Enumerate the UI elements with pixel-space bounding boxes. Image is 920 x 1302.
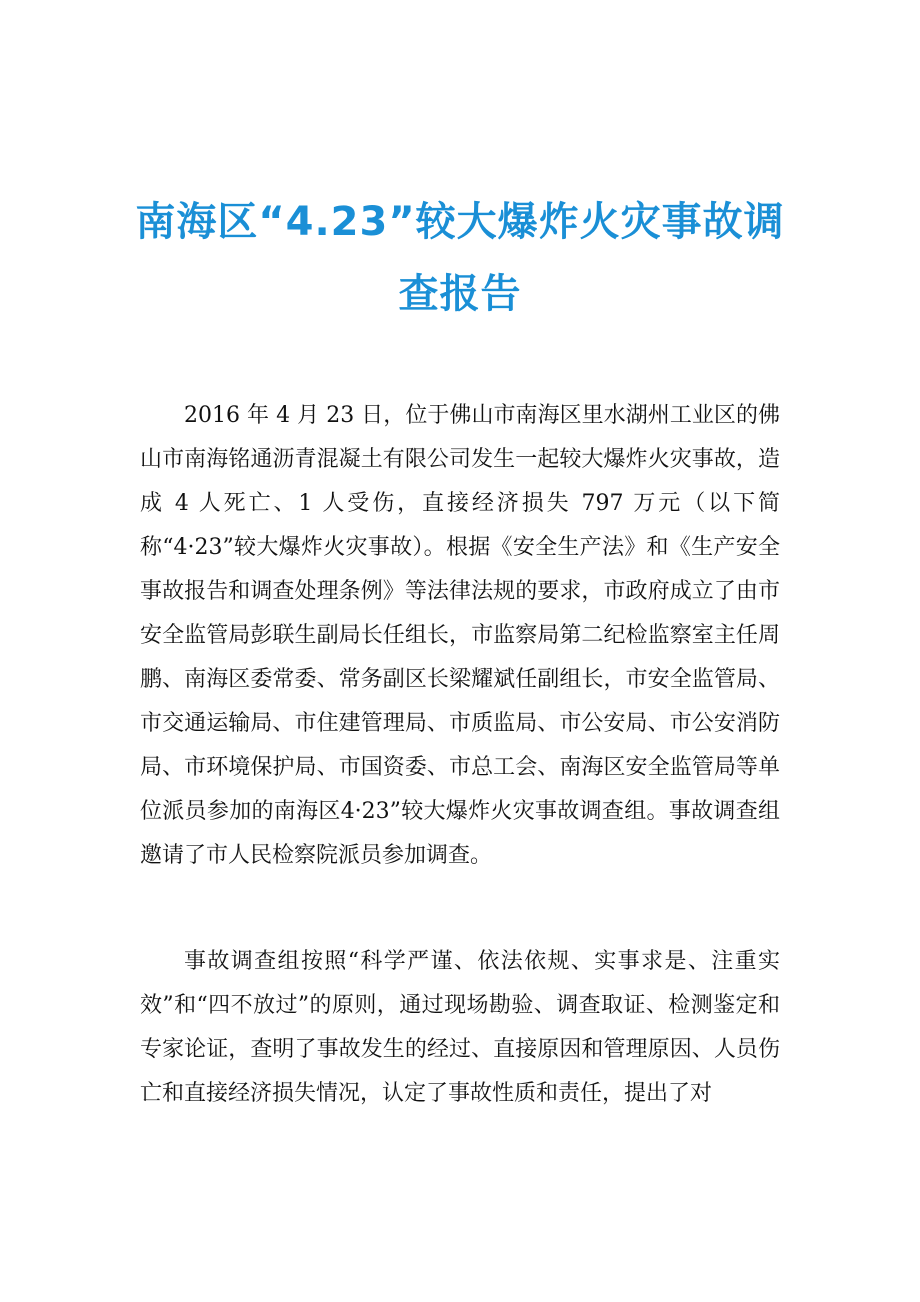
paragraph-intro: 2016 年 4 月 23 日，位于佛山市南海区里水湖州工业区的佛山市南海铭通沥青混凝土有限公司发生一起较大爆炸火灾事故，造成 4 人死亡、1 人受伤，直接经济损失 797 万元（以下简称“4·23”较大爆炸火灾事故）。根据《安全生产法》和《生产安全事故报告和调查处理条例》等法律法规的要求，市政府成立了由市安全监管局彭联生副局长任组长，市监察局第二纪检监察室主任周鹏、南海区委常委、常务副区长梁耀斌任副组长，市安全监管局、市交通运输局、市住建管理局、市质监局、市公安局、市公安消防局、市环境保护局、市国资委、市总工会、南海区安全监管局等单位派员参加的南海区4·23”较大爆炸火灾事故调查组。事故调查组邀请了市人民检察院派员参加调查。 <box>140 403 780 868</box>
paragraph-investigation: 事故调查组按照“科学严谨、依法依规、实事求是、注重实效”和“四不放过”的原则，通过现场勘验、调查取证、检测鉴定和专家论证，查明了事故发生的经过、直接原因和管理原因、人员伤亡和直接经济损失情况，认定了事故性质和责任，提出了对 <box>140 949 780 1106</box>
document-title: 南海区“4.23”较大爆炸火灾事故调查报告 <box>135 199 785 317</box>
